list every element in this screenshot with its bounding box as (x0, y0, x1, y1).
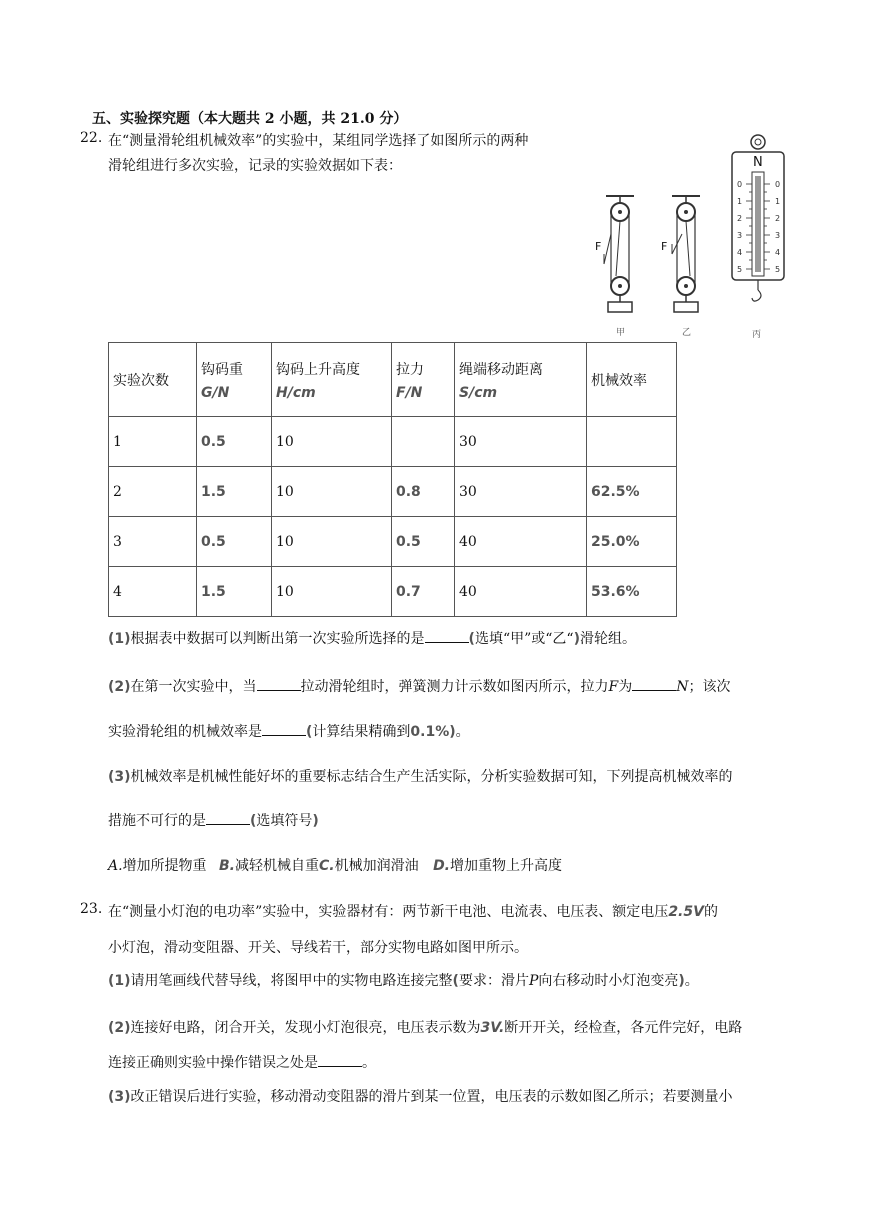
label-jia: 甲 (616, 328, 626, 338)
pulley-jia-figure (594, 194, 654, 344)
table-row (109, 567, 677, 617)
answer-blank[interactable] (425, 630, 469, 643)
option-c-label: C. (319, 858, 335, 874)
svg-text:1: 1 (775, 197, 781, 206)
svg-text:5: 5 (775, 265, 781, 274)
option-a-label: A. (108, 858, 123, 874)
cell (392, 417, 455, 467)
unit-N: N (676, 679, 689, 695)
cell: 4 (109, 567, 197, 617)
part-number: (3) (108, 1089, 131, 1105)
cell: 62.5% (587, 467, 677, 517)
table-row (109, 517, 677, 567)
spring-scale-unit: N (753, 155, 763, 170)
question-23-intro-line1 (108, 901, 718, 921)
text: 实验滑轮组的机械效率是 (108, 724, 262, 740)
table-header-row (109, 343, 677, 417)
svg-text:2: 2 (775, 214, 781, 223)
cell: 0.5 (392, 517, 455, 567)
text: 。 (684, 973, 699, 989)
q23-part2-line2 (108, 1052, 376, 1072)
text: 选填“甲”或“乙“ (474, 631, 574, 647)
question-22-intro-line1: 在“测量滑轮组机械效率”的实验中，某组同学选择了如图所示的两种 (108, 133, 529, 149)
option-b-text: 减轻机械自重 (235, 858, 320, 874)
cell: 10 (272, 417, 392, 467)
option-a-text: 增加所提物重 (122, 858, 207, 874)
table-row (109, 417, 677, 467)
question-22-intro-line2: 滑轮组进行多次实验，记录的实验效据如下表： (108, 158, 402, 174)
part-number: (1) (108, 973, 131, 989)
cell: 0.7 (392, 567, 455, 617)
q22-options (108, 855, 562, 875)
q23-part3-line1 (108, 1086, 733, 1106)
force-label-yi: F (661, 240, 668, 253)
text: 计算结果精确到 (312, 724, 411, 740)
q22-part2-line1 (108, 676, 731, 696)
text: 请用笔画线代替导线，将图甲中的实物电路连接完整 (130, 973, 453, 989)
svg-text:0: 0 (737, 180, 743, 189)
text: 拉动滑轮组时，弹簧测力计示数如图丙所示，拉力 (300, 679, 609, 695)
var-F: F (608, 679, 619, 695)
header-distance: 绳端移动距离 S/cm (455, 343, 587, 417)
cell: 30 (455, 417, 587, 467)
cell (587, 417, 677, 467)
svg-text:4: 4 (737, 248, 743, 257)
cell: 3 (109, 517, 197, 567)
text: 措施不可行的是 (108, 813, 206, 829)
svg-text:5: 5 (737, 265, 743, 274)
q22-part2-line2: 实验滑轮组的机械效率是 (计算结果精确到0.1%)。 (108, 724, 470, 740)
cell: 53.6% (587, 567, 677, 617)
svg-text:3: 3 (775, 231, 781, 240)
answer-blank[interactable] (632, 678, 676, 691)
question-22-number: 22. (80, 130, 103, 146)
svg-text:0: 0 (775, 180, 781, 189)
rated-voltage: 2.5V (668, 904, 704, 920)
option-b-label: B. (219, 858, 236, 874)
header-efficiency: 机械效率 (587, 343, 677, 417)
text: 。 (455, 724, 470, 740)
force-label-jia: F (595, 240, 602, 253)
cell: 0.8 (392, 467, 455, 517)
cell: 10 (272, 517, 392, 567)
q22-part3-line1 (108, 766, 733, 786)
answer-blank[interactable] (206, 812, 250, 825)
answer-blank[interactable] (262, 723, 306, 736)
cell: 1 (109, 417, 197, 467)
q22-part1: (1)根据表中数据可以判断出第一次实验所选择的是 (选填“甲”或“乙“)滑轮组。 (108, 631, 636, 647)
text: 为 (618, 679, 633, 695)
voltage-value: 3V. (480, 1020, 505, 1036)
table-row (109, 467, 677, 517)
text: 在“测量小灯泡的电功率”实验中，实验器材有：两节新干电池、电流表、电压表、额定电压 (108, 904, 669, 920)
svg-text:3: 3 (737, 231, 743, 240)
cell: 30 (455, 467, 587, 517)
answer-blank[interactable] (257, 678, 301, 691)
precision: 0.1%) (410, 724, 456, 740)
text: 滑轮组。 (580, 631, 636, 647)
header-force: 拉力 F/N (392, 343, 455, 417)
text: 改正错误后进行实验，移动滑动变阻器的滑片到某一位置，电压表的示数如图乙所示；若要测量小 (130, 1089, 733, 1105)
var-P: P (528, 973, 539, 989)
question-23-number: 23. (80, 901, 103, 917)
svg-text:4: 4 (775, 248, 781, 257)
header-weight: 钩码重 G/N (197, 343, 272, 417)
part-number: (2) (108, 679, 131, 695)
text: 连接正确则实验中操作错误之处是 (108, 1055, 318, 1071)
text: 断开开关，经检查，各元件完好，电路 (504, 1020, 743, 1036)
q23-part2-line1 (108, 1017, 742, 1037)
option-d-text: 增加重物上升高度 (450, 858, 563, 874)
cell: 40 (455, 517, 587, 567)
text: 的 (703, 904, 718, 920)
q22-part3-line2: 措施不可行的是 (选填符号) (108, 813, 319, 829)
text: 。 (362, 1055, 376, 1071)
part-number: (1) (108, 631, 131, 647)
cell: 1.5 (197, 567, 272, 617)
header-trial: 实验次数 (109, 343, 197, 417)
header-height: 钩码上升高度 H/cm (272, 343, 392, 417)
question-23-intro-line2: 小灯泡，滑动变阻器、开关、导线若干，部分实物电路如图甲所示。 (108, 940, 528, 956)
text: 连接好电路，闭合开关，发现小灯泡很亮，电压表示数为 (130, 1020, 481, 1036)
cell: 10 (272, 467, 392, 517)
text: 要求：滑片 (458, 973, 529, 989)
section-title: 五、实验探究题（本大题共 2 小题，共 21.0 分） (92, 111, 408, 127)
label-bing: 丙 (752, 330, 762, 340)
cell: 40 (455, 567, 587, 617)
answer-blank[interactable] (318, 1054, 362, 1067)
svg-text:2: 2 (737, 214, 743, 223)
cell: 1.5 (197, 467, 272, 517)
cell: 10 (272, 567, 392, 617)
label-yi: 乙 (682, 328, 692, 338)
text: 在第一次实验中，当 (130, 679, 257, 695)
experiment-data-table (108, 342, 677, 617)
text: 向右移动时小灯泡变亮 (538, 973, 679, 989)
text: 根据表中数据可以判断出第一次实验所选择的是 (130, 631, 425, 647)
cell: 0.5 (197, 517, 272, 567)
cell: 2 (109, 467, 197, 517)
cell: 0.5 (197, 417, 272, 467)
text: ；该次 (688, 679, 731, 695)
pulley-yi-figure (660, 194, 720, 344)
text: 选填符号 (256, 813, 313, 829)
option-d-label: D. (433, 858, 451, 874)
cell: 25.0% (587, 517, 677, 567)
part-number: (3) (108, 769, 131, 785)
part-number: (2) (108, 1020, 131, 1036)
text: 机械效率是机械性能好坏的重要标志结合生产生活实际，分析实验数据可知，下列提高机械效率的 (130, 769, 733, 785)
option-c-text: 机械加润滑油 (334, 858, 419, 874)
svg-text:1: 1 (737, 197, 743, 206)
q23-part1: (1)请用笔画线代替导线，将图甲中的实物电路连接完整(要求：滑片P向右移动时小灯泡变亮)。 (108, 973, 699, 989)
